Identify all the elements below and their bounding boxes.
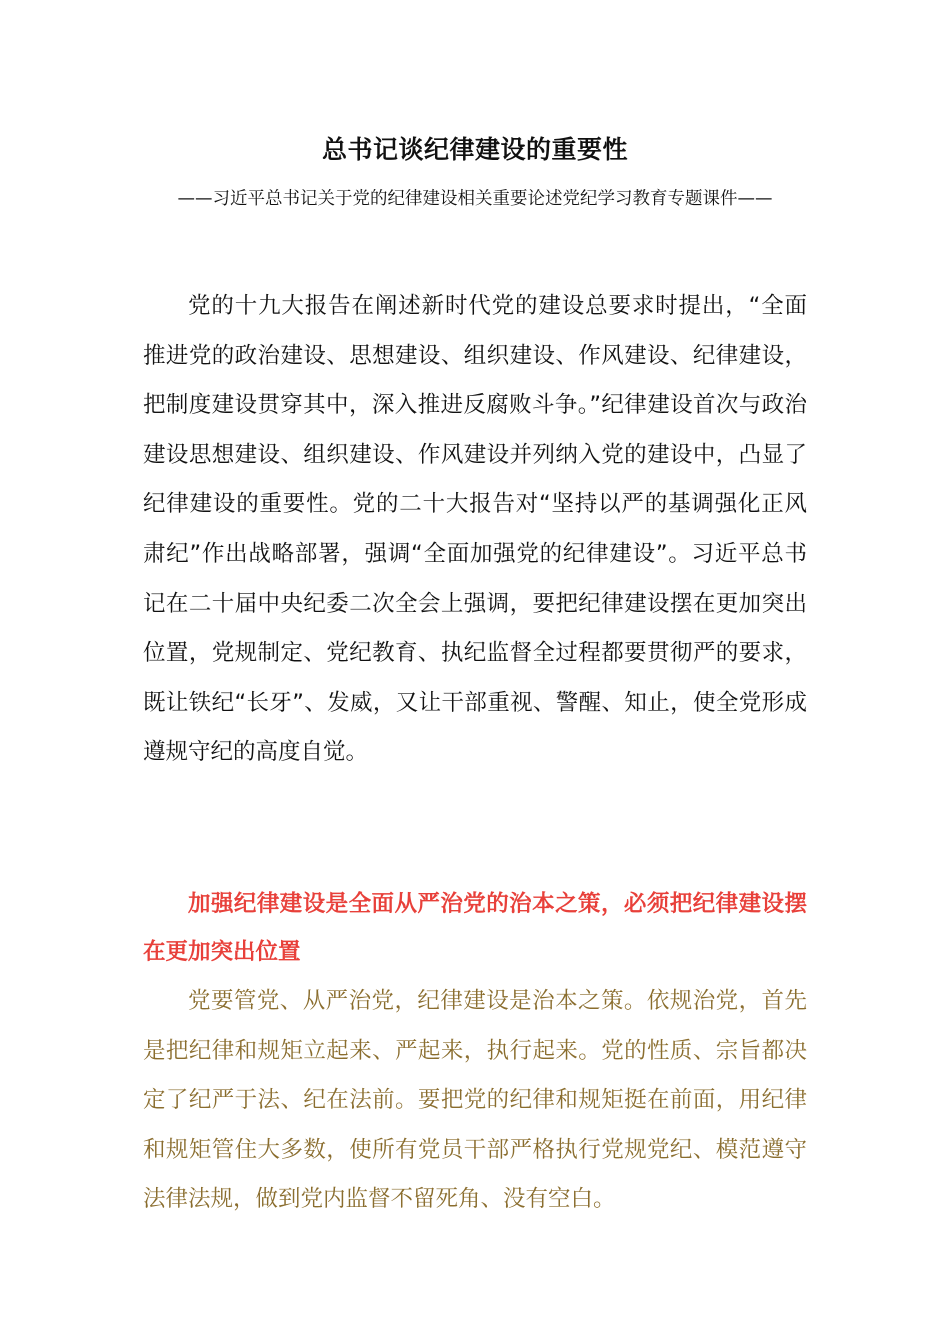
section-heading: 加强纪律建设是全面从严治党的治本之策，必须把纪律建设摆在更加突出位置	[143, 891, 807, 965]
body-paragraph-1: 党的十九大报告在阐述新时代党的建设总要求时提出，“全面推进党的政治建设、思想建设、组织建设、作风建设、纪律建设，把制度建设贯穿其中，深入推进反腐败斗争。”纪律建设首次与政治建设思想建设、组织建设、作风建设并列纳入党的建设中，凸显了纪律建设的重要性。党的二十大报告对“坚持以严的基调强化正风肃纪”作出战略部署，强调“全面加强党的纪律建设”。习近平总书记在二十届中央纪委二次全会上强调，要把纪律建设摆在更加突出位置，党规制定、党纪教育、执纪监督全过程都要贯彻严的要求，既让铁纪“长牙”、发威，又让干部重视、警醒、知止，使全党形成遵规守纪的高度自觉。	[143, 293, 807, 766]
body-paragraph-2: 党要管党、从严治党，纪律建设是治本之策。依规治党，首先是把纪律和规矩立起来、严起来，执行起来。党的性质、宗旨都决定了纪严于法、纪在法前。要把党的纪律和规矩挺在前面，用纪律和规矩管住大多数，使所有党员干部严格执行党规党纪、模范遵守法律法规，做到党内监督不留死角、没有空白。	[143, 988, 807, 1213]
document-title: 总书记谈纪律建设的重要性	[321, 135, 628, 164]
document-subtitle: ——习近平总书记关于党的纪律建设相关重要论述党纪学习教育专题课件——	[177, 189, 773, 209]
